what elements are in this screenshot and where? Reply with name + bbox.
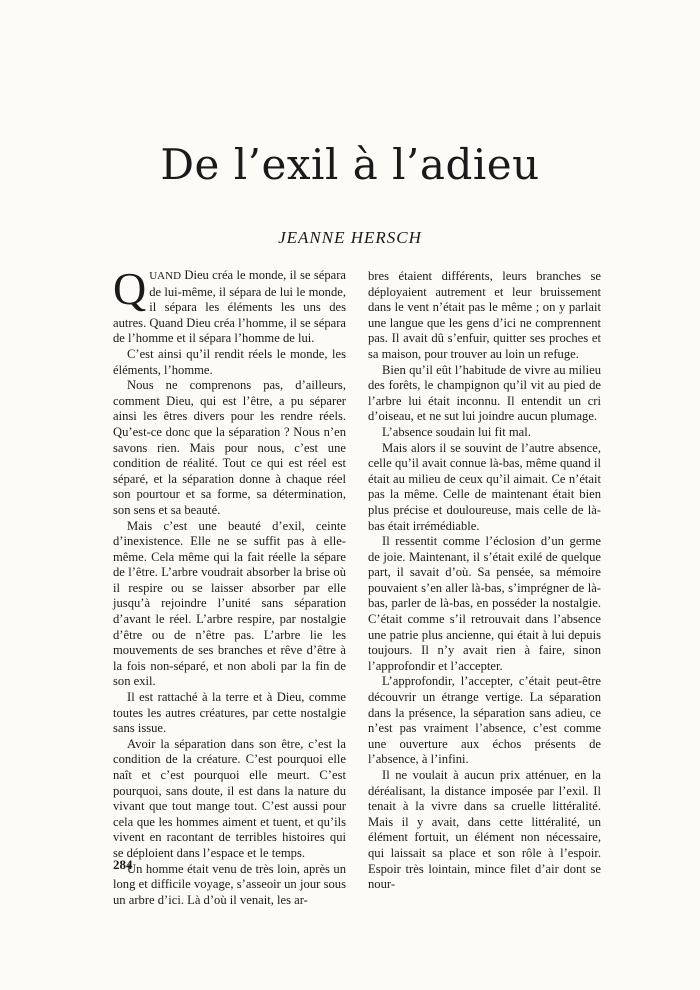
text-column-left (113, 263, 346, 908)
paragraph: Il ne voulait à aucun prix atténuer, en la déréalisant, la distance imposée par l’exil. Il tenait à la vivre dans sa cruelle littéralité. Mais il y avait, dans cette littéralité, un élément fortuit, un élément non nécessaire, qui laissait sa place et son rôle à l’espoir. Espoir très lointain, mince filet d’air dont se nour- (368, 768, 601, 892)
paragraph: L’absence soudain lui fit mal. (382, 424, 531, 439)
paragraph: Avoir la séparation dans son être, c’est la condition de la créature. C’est pourquoi elle naît et c’est pourquoi elle meurt. C’est pourquoi, sans doute, il est dans la nature du vivant que tout mange tout. C’est aussi pour cela que les hommes aiment et tuent, et qu’ils vivent en racontant de terribles histoires qui se déploient dans l’espace et le temps. (113, 736, 346, 860)
paragraph: Mais c’est une beauté d’exil, ceinte d’inexistence. Elle ne se suffit pas à elle-même. Cela même qui la fait réelle la sépare de l’être. L’arbre voudrait absorber la brise où il respire ou se laisser absorber par elle jusqu’à rejoindre l’unité sans séparation d’avant le réel. L’arbre respire, par nostalgie d’être ou de n’être pas. L’arbre lie les mouvements de ses branches et rêve d’être à la fois non-séparé, et non aboli par la fin de son exil. (113, 518, 346, 689)
text-column-right (368, 269, 601, 893)
paragraph (113, 263, 346, 347)
article-title: De l’exil à l’adieu (160, 140, 540, 189)
paragraph: L’approfondir, l’accepter, c’était peut-être découvrir un étrange vertige. La séparation dans la présence, la séparation sans adieu, ce n’est pas vraiment l’absence, c’est comme une ouverture aux échos présents de l’absence, à l’infini. (368, 674, 601, 767)
paragraph: Bien qu’il eût l’habitude de vivre au milieu des forêts, le champignon qu’il vit au pied de l’arbre lui était inconnu. Il entendit un cri d’oiseau, et ne sut lui joindre aucun plumage. (368, 362, 601, 424)
paragraph: Mais alors il se souvint de l’autre absence, celle qu’il avait connue là-bas, même quand il était au milieu de ceux qu’il aimait. Ce n’était pas la même. Celle de maintenant était bien plus précise et douloureuse, mais celle de là-bas était irrémédiable. (368, 440, 601, 533)
paragraph-text: Dieu créa le monde, il se sépara de lui-même, il sépara de lui le monde, il sépara les éléments les uns des autres. Quand Dieu créa l’homme, il se sépara de l’homme et il sépara l’homme de lui. (113, 268, 346, 346)
small-caps-word: UAND (149, 270, 182, 282)
paragraph: Un homme était venu de très loin, après un long et difficile voyage, s’asseoir un jour sous un arbre d’ici. Là d’où il venait, les ar- (113, 861, 346, 907)
author-name: JEANNE HERSCH (278, 228, 422, 247)
paragraph: Nous ne comprenons pas, d’ailleurs, comment Dieu, qui est l’être, a pu séparer ainsi les êtres divers pour les rendre réels. Qu’est-ce donc que la séparation ? Nous n’en savons rien. Mais pour nous, c’est une condition de réalité. Tout ce qui est réel est séparé, et la séparation donne à chaque réel son pourtour et sa forme, sa détermination, son sens et sa beauté. (113, 378, 346, 517)
page-number: 284 (113, 857, 133, 872)
paragraph: bres étaient différents, leurs branches se déployaient autrement et leur bruissement dans le vent n’était pas le même ; on y parlait une langue que les gens d’ici ne comprennent pas. Il avait dû s’enfuir, quitter ses proches et sa maison, pour trouver au loin un refuge. (368, 269, 601, 361)
paragraph: C’est ainsi qu’il rendit réels le monde, les éléments, l’homme. (113, 346, 346, 377)
drop-cap: Q (113, 263, 147, 314)
paragraph: Il est rattaché à la terre et à Dieu, comme toutes les autres créatures, par cette nostalgie sans issue. (113, 690, 346, 736)
paragraph: Il ressentit comme l’éclosion d’un germe de joie. Maintenant, il s’était exilé de quelque part, il savait d’où. Sa pensée, sa mémoire pouvaient s’en aller là-bas, s’imprégner de là-bas, parler de là-bas, en posséder la nostalgie. C’était comme s’il retrouvait dans l’absence une patrie plus ancienne, qui était à lui depuis toujours. Il n’y avait rien à faire, sinon l’approfondir et l’accepter. (368, 534, 601, 673)
